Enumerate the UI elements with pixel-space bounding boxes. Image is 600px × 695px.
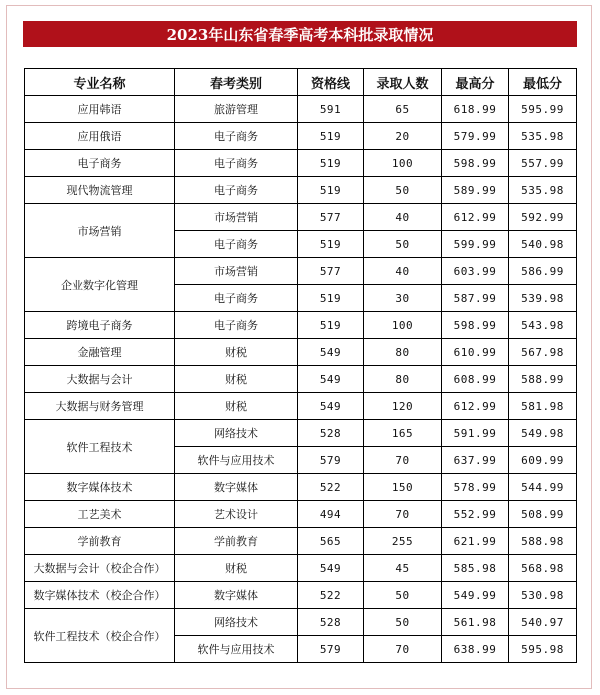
cell-qualifying-line: 519 [298,231,364,258]
cell-qualifying-line: 579 [298,447,364,474]
cell-min-score: 568.98 [509,555,577,582]
header-min-score: 最低分 [509,69,577,96]
cell-admitted-count: 70 [364,447,442,474]
cell-max-score: 608.99 [442,366,509,393]
cell-admitted-count: 40 [364,258,442,285]
cell-min-score: 609.99 [509,447,577,474]
cell-min-score: 539.98 [509,285,577,312]
cell-min-score: 535.98 [509,177,577,204]
cell-max-score: 621.99 [442,528,509,555]
cell-category: 电子商务 [175,177,298,204]
cell-major: 数字媒体技术（校企合作） [25,582,175,609]
cell-category: 数字媒体 [175,474,298,501]
cell-admitted-count: 30 [364,285,442,312]
cell-category: 软件与应用技术 [175,447,298,474]
cell-max-score: 578.99 [442,474,509,501]
cell-category: 财税 [175,555,298,582]
cell-max-score: 612.99 [442,204,509,231]
cell-admitted-count: 120 [364,393,442,420]
header-category: 春考类别 [175,69,298,96]
cell-category: 财税 [175,366,298,393]
cell-min-score: 535.98 [509,123,577,150]
cell-max-score: 561.98 [442,609,509,636]
cell-min-score: 540.98 [509,231,577,258]
cell-major: 应用俄语 [25,123,175,150]
table-row [25,312,577,339]
cell-max-score: 610.99 [442,339,509,366]
cell-major: 数字媒体技术 [25,474,175,501]
page-title: 2023年山东省春季高考本科批录取情况 [23,21,577,47]
cell-category: 数字媒体 [175,582,298,609]
cell-qualifying-line: 565 [298,528,364,555]
cell-category: 网络技术 [175,420,298,447]
cell-admitted-count: 80 [364,339,442,366]
cell-max-score: 618.99 [442,96,509,123]
cell-major: 大数据与会计 [25,366,175,393]
cell-major: 工艺美术 [25,501,175,528]
cell-qualifying-line: 494 [298,501,364,528]
admission-table [24,68,577,663]
cell-major: 软件工程技术 [25,420,175,474]
cell-category: 电子商务 [175,231,298,258]
cell-major: 跨境电子商务 [25,312,175,339]
cell-min-score: 567.98 [509,339,577,366]
cell-category: 电子商务 [175,150,298,177]
table-row [25,204,577,231]
cell-admitted-count: 50 [364,609,442,636]
cell-max-score: 612.99 [442,393,509,420]
table-row [25,420,577,447]
cell-min-score: 581.98 [509,393,577,420]
cell-category: 软件与应用技术 [175,636,298,663]
header-admitted-count: 录取人数 [364,69,442,96]
cell-qualifying-line: 577 [298,258,364,285]
cell-admitted-count: 45 [364,555,442,582]
cell-admitted-count: 20 [364,123,442,150]
cell-major: 应用韩语 [25,96,175,123]
cell-admitted-count: 255 [364,528,442,555]
table-row [25,582,577,609]
cell-qualifying-line: 519 [298,285,364,312]
cell-major: 大数据与会计（校企合作） [25,555,175,582]
cell-max-score: 638.99 [442,636,509,663]
cell-major: 现代物流管理 [25,177,175,204]
cell-category: 电子商务 [175,312,298,339]
table-row [25,150,577,177]
table-row [25,555,577,582]
cell-category: 艺术设计 [175,501,298,528]
cell-admitted-count: 165 [364,420,442,447]
cell-max-score: 598.99 [442,312,509,339]
cell-major: 大数据与财务管理 [25,393,175,420]
cell-category: 市场营销 [175,204,298,231]
cell-admitted-count: 70 [364,501,442,528]
cell-min-score: 557.99 [509,150,577,177]
cell-qualifying-line: 519 [298,312,364,339]
table-row [25,258,577,285]
cell-category: 财税 [175,393,298,420]
cell-qualifying-line: 549 [298,339,364,366]
cell-max-score: 552.99 [442,501,509,528]
cell-qualifying-line: 519 [298,123,364,150]
cell-major: 金融管理 [25,339,175,366]
cell-admitted-count: 100 [364,150,442,177]
cell-max-score: 599.99 [442,231,509,258]
cell-admitted-count: 80 [364,366,442,393]
cell-qualifying-line: 549 [298,555,364,582]
cell-admitted-count: 40 [364,204,442,231]
cell-qualifying-line: 519 [298,150,364,177]
cell-min-score: 588.99 [509,366,577,393]
header-major: 专业名称 [25,69,175,96]
cell-category: 市场营销 [175,258,298,285]
cell-max-score: 585.98 [442,555,509,582]
cell-qualifying-line: 522 [298,582,364,609]
table-row [25,609,577,636]
cell-qualifying-line: 579 [298,636,364,663]
cell-min-score: 595.99 [509,96,577,123]
cell-admitted-count: 150 [364,474,442,501]
cell-major: 电子商务 [25,150,175,177]
cell-min-score: 544.99 [509,474,577,501]
header-max-score: 最高分 [442,69,509,96]
cell-category: 学前教育 [175,528,298,555]
cell-admitted-count: 50 [364,177,442,204]
table-row [25,96,577,123]
cell-category: 旅游管理 [175,96,298,123]
cell-major: 软件工程技术（校企合作） [25,609,175,663]
cell-category: 电子商务 [175,285,298,312]
cell-min-score: 588.98 [509,528,577,555]
cell-max-score: 637.99 [442,447,509,474]
cell-admitted-count: 50 [364,231,442,258]
table-row [25,501,577,528]
table-row [25,339,577,366]
cell-min-score: 586.99 [509,258,577,285]
cell-min-score: 540.97 [509,609,577,636]
cell-max-score: 589.99 [442,177,509,204]
table-row [25,123,577,150]
cell-max-score: 579.99 [442,123,509,150]
cell-admitted-count: 65 [364,96,442,123]
cell-min-score: 530.98 [509,582,577,609]
cell-max-score: 591.99 [442,420,509,447]
header-row [25,69,577,96]
cell-min-score: 508.99 [509,501,577,528]
cell-qualifying-line: 528 [298,609,364,636]
cell-min-score: 595.98 [509,636,577,663]
cell-admitted-count: 70 [364,636,442,663]
cell-min-score: 549.98 [509,420,577,447]
cell-admitted-count: 50 [364,582,442,609]
cell-admitted-count: 100 [364,312,442,339]
cell-min-score: 543.98 [509,312,577,339]
header-qualifying-line: 资格线 [298,69,364,96]
cell-max-score: 587.99 [442,285,509,312]
table-row [25,393,577,420]
cell-major: 学前教育 [25,528,175,555]
cell-qualifying-line: 522 [298,474,364,501]
cell-max-score: 549.99 [442,582,509,609]
cell-qualifying-line: 549 [298,393,364,420]
cell-qualifying-line: 591 [298,96,364,123]
table-row [25,474,577,501]
cell-qualifying-line: 549 [298,366,364,393]
cell-major: 企业数字化管理 [25,258,175,312]
cell-category: 财税 [175,339,298,366]
cell-qualifying-line: 519 [298,177,364,204]
cell-min-score: 592.99 [509,204,577,231]
cell-qualifying-line: 528 [298,420,364,447]
table-row [25,366,577,393]
cell-max-score: 603.99 [442,258,509,285]
cell-major: 市场营销 [25,204,175,258]
cell-category: 网络技术 [175,609,298,636]
cell-qualifying-line: 577 [298,204,364,231]
cell-category: 电子商务 [175,123,298,150]
cell-max-score: 598.99 [442,150,509,177]
table-row [25,528,577,555]
table-row [25,177,577,204]
